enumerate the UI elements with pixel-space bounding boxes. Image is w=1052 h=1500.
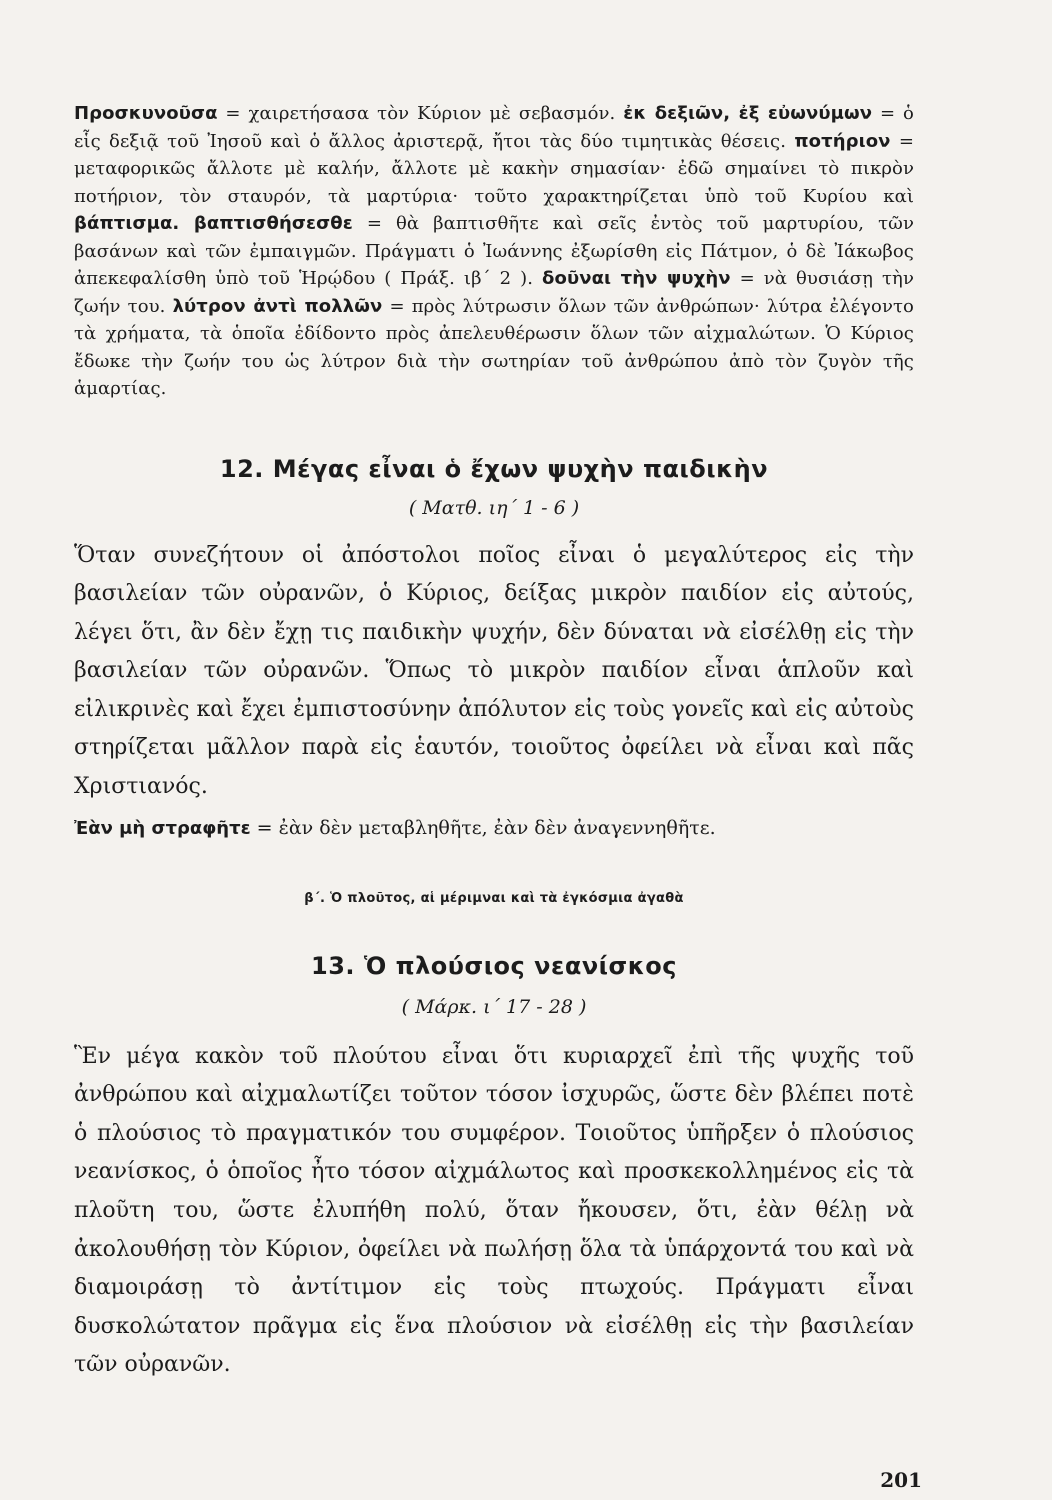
page-number: 201 <box>880 1468 922 1492</box>
note-text: = μεταφορικῶς ἄλλοτε μὲ καλήν, ἄλλοτε μὲ κακὴν σημασίαν· ἐδῶ σημαίνει τὸ πικρὸν ποτήριον, τὸν σταυρόν, τὰ μαρτύρια· τοῦτο χαρακτηρίζεται ὑπὸ τοῦ Κυρίου καὶ <box>74 130 914 207</box>
note-text: = χαιρετήσασα τὸν Κύριον μὲ σεβασμόν. <box>217 103 624 124</box>
section-12-paragraph: Ὅταν συνεζήτουν οἱ ἀπόστολοι ποῖος εἶναι ὁ μεγαλύτερος εἰς τὴν βασιλείαν τῶν οὐρανῶν, ὁ Κύριος, δείξας μικρὸν παιδίον εἰς αὐτούς, λέγει ὅτι, ἂν δὲν ἔχῃ τις παιδικὴν ψυχήν, δὲν δύναται νὰ εἰσέλθῃ εἰς τὴν βασιλείαν τῶν οὐρανῶν. Ὅπως τὸ μικρὸν παιδίον εἶναι ἁπλοῦν καὶ εἰλικρινὲς καὶ ἔχει ἐμπιστοσύνην ἀπόλυτον εἰς τοὺς γονεῖς καὶ εἰς αὐτοὺς στηρίζεται μᾶλλον παρὰ εἰς ἑαυτόν, τοιοῦτος ὀφείλει νὰ εἶναι καὶ πᾶς Χριστιανός. <box>74 542 914 800</box>
note-text: = θὰ βαπτισθῆτε καὶ σεῖς ἐντὸς τοῦ μαρτυρίου, τῶν βασάνων καὶ τῶν ἐμπαιγμῶν. Πράγματι ὁ Ἰωάννης ἐξωρίσθη εἰς Πάτμον, ὁ δὲ Ἰάκωβος ἀπεκεφαλίσθη ὑπὸ τοῦ Ἡρῴδου ( Πράξ. ιβ΄ 2 ). <box>74 213 914 289</box>
note-text: = πρὸς λύτρωσιν ὅλων τῶν ἀνθρώπων· λύτρα ἐλέγοντο τὰ χρήματα, τὰ ὁποῖα ἐδίδοντο πρὸς ἀπελευθέρωσιν ὅλων τῶν αἰχμαλώτων. Ὁ Κύριος ἔδωκε τὴν ζωήν του ὡς λύτρον διὰ τὴν σωτηρίαν τοῦ ἀνθρώπου ἀπὸ τὸν ζυγὸν τῆς ἁμαρτίας. <box>74 295 914 399</box>
note-term: βάπτισμα. βαπτισθήσεσθε <box>74 213 353 234</box>
note-term: λύτρον ἀντὶ πολλῶν <box>172 295 383 317</box>
gloss-term: Ἐὰν μὴ στραφῆτε <box>74 817 251 839</box>
section-13-title: 13. Ὁ πλούσιος νεανίσκος <box>311 951 677 980</box>
note-term: ποτήριον <box>794 130 891 152</box>
note-text: = ὁ εἷς δεξιᾷ τοῦ Ἰησοῦ καὶ ὁ ἄλλος ἀριστερᾷ, ἤτοι τὰς δύο τιμητικὰς θέσεις. <box>74 103 914 152</box>
note-term: δοῦναι τὴν ψυχὴν <box>542 268 731 289</box>
page-content <box>74 100 914 1385</box>
section-13-paragraph: Ἓν μέγα κακὸν τοῦ πλούτου εἶναι ὅτι κυριαρχεῖ ἐπὶ τῆς ψυχῆς τοῦ ἀνθρώπου καὶ αἰχμαλωτίζει τοῦτον τόσον ἰσχυρῶς, ὥστε δὲν βλέπει ποτὲ ὁ πλούσιος τὸ πραγματικόν του συμφέρον. Τοιοῦτος ὑπῆρξεν ὁ πλούσιος νεανίσκος, ὁ ὁποῖος ἦτο τόσον αἰχμάλωτος καὶ προσκεκολλημένος εἰς τὰ πλοῦτη του, ὥστε ἐλυπήθη πολύ, ὅταν ἤκουσεν, ὅτι, ἐὰν θέλῃ νὰ ἀκολουθήσῃ τὸν Κύριον, ὀφείλει νὰ πωλήσῃ ὅλα τὰ ὑπάρχοντά του καὶ νὰ διαμοιράσῃ τὸ ἀντίτιμον εἰς τοὺς πτωχούς. Πράγματι εἶναι δυσκολώτατον πρᾶγμα εἰς ἕνα πλούσιον νὰ εἰσέλθῃ εἰς τὴν βασιλείαν τῶν οὐρανῶν. <box>74 1043 914 1378</box>
notes-paragraph <box>74 100 914 403</box>
section-12-title: 12. Μέγας εἶναι ὁ ἔχων ψυχὴν παιδικὴν <box>219 454 769 483</box>
chapter-subheading: β΄. Ὁ πλοῦτος, αἱ μέριμναι καὶ τὰ ἐγκόσμια ἀγαθὰ <box>304 890 684 906</box>
section-13-reference: ( Μάρκ. ι΄ 17 - 28 ) <box>401 995 587 1018</box>
gloss-text: = ἐὰν δὲν μεταβληθῆτε, ἐὰν δὲν ἀναγεννηθῆτε. <box>250 816 716 839</box>
note-term: ἐκ δεξιῶν, ἐξ εὐωνύμων <box>623 103 873 124</box>
section-12-gloss <box>74 817 914 839</box>
section-12-reference: ( Ματθ. ιη΄ 1 - 6 ) <box>408 496 580 519</box>
note-term: Προσκυνοῦσα <box>74 103 218 124</box>
note-text: = νὰ θυσιάσῃ τὴν ζωήν του. <box>74 268 914 317</box>
